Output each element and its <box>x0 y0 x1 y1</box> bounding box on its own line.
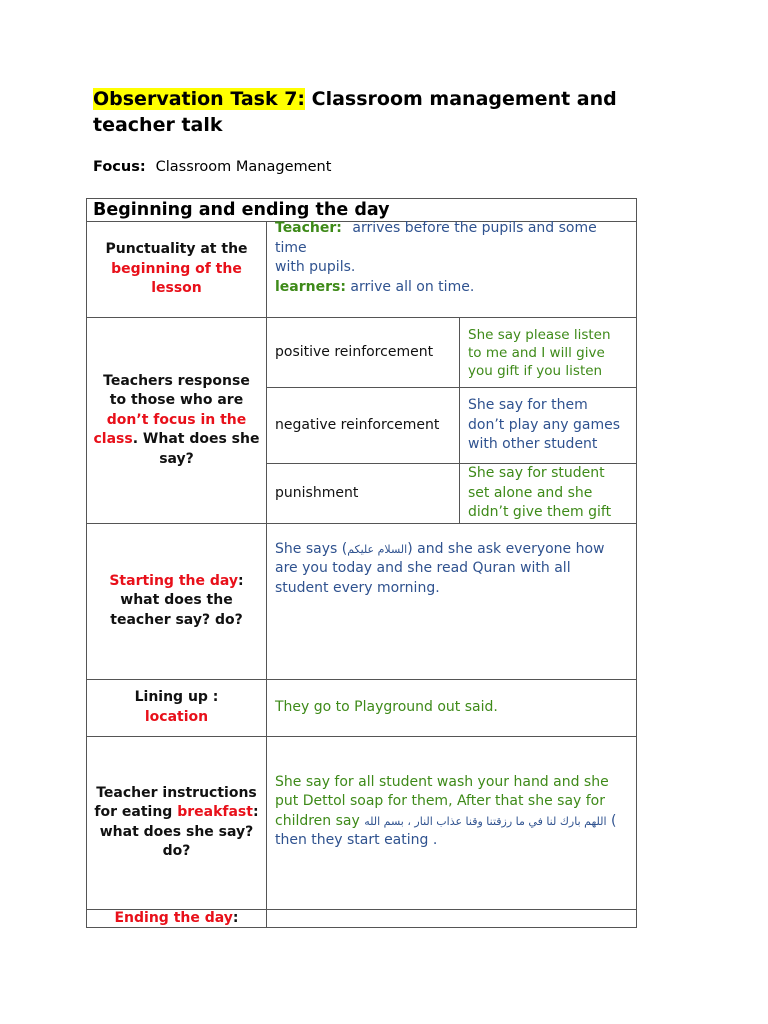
answer-text: She say for all student wash your hand and she put Dettol soap for them, After that she say for children say <box>275 773 609 829</box>
question-highlight: Starting the day <box>109 572 239 589</box>
question-text: : what does the teacher say? do? <box>110 572 244 628</box>
question-breakfast <box>87 736 267 909</box>
answer-lining: They go to Playground out said. <box>267 679 637 736</box>
question-text-end: : what does she say? do? <box>99 804 259 859</box>
question-text: Punctuality at the <box>105 241 248 258</box>
answer-text-end: ( then they start eating . <box>275 812 617 848</box>
learners-text: arrive all on time. <box>350 278 475 295</box>
question-highlight: Ending the day <box>114 910 233 926</box>
question-starting <box>87 523 267 679</box>
focus-value: Classroom Management <box>155 159 332 175</box>
reinforcement-type: positive reinforcement <box>267 318 460 388</box>
table-row <box>87 318 637 388</box>
answer-ending <box>267 909 637 927</box>
question-highlight: don’t focus in the class <box>93 411 247 447</box>
learners-label: learners: <box>275 278 346 295</box>
question-highlight: location <box>144 708 209 725</box>
table-row <box>87 909 637 927</box>
question-highlight: beginning of the lesson <box>111 260 242 297</box>
table-row <box>87 523 637 679</box>
question-ending <box>87 909 267 927</box>
reinforcement-answer: She say please listen to me and I will give you gift if you listen <box>460 318 637 388</box>
teacher-label: Teacher: <box>275 220 342 236</box>
table-row <box>87 679 637 736</box>
document-title <box>93 86 693 138</box>
teacher-text: arrives before the pupils and some time <box>275 220 597 256</box>
answer-text: She says ( <box>275 540 348 557</box>
reinforcement-type: punishment <box>267 464 460 524</box>
focus-line <box>93 157 331 177</box>
focus-label: Focus: <box>93 159 146 175</box>
question-text-end: . What does she say? <box>132 431 260 467</box>
arabic-prayer: اللهم بارك لنا في ما رزقتنا وقنا عذاب النار ، بسم الله <box>364 814 607 828</box>
question-punctuality <box>87 222 267 318</box>
table-row <box>87 222 637 318</box>
question-lining <box>87 679 267 736</box>
arabic-greeting: السلام عليكم <box>347 542 408 556</box>
question-text: Teachers response to those who are <box>103 372 250 408</box>
reinforcement-answer: She say for them don’t play any games with other student <box>460 388 637 464</box>
reinforcement-type: negative reinforcement <box>267 388 460 464</box>
answer-starting <box>267 523 637 679</box>
observation-table <box>86 198 637 928</box>
question-response <box>87 318 267 524</box>
question-highlight: breakfast <box>177 804 253 820</box>
table-row <box>87 736 637 909</box>
question-text: Lining up : <box>134 689 219 705</box>
answer-breakfast <box>267 736 637 909</box>
reinforcement-answer: She say for student set alone and she didn’t give them gift <box>460 464 637 524</box>
question-text: : <box>232 910 239 926</box>
table-heading: Beginning and ending the day <box>87 199 637 222</box>
question-text: Teacher instructions for eating <box>94 784 257 820</box>
title-highlight: Observation Task 7: <box>93 88 306 110</box>
answer-text-end: ) and she ask everyone how are you today and she read Quran with all student every morning. <box>275 540 605 596</box>
title-text: Classroom management and teacher talk <box>93 88 617 136</box>
teacher-text-cont: with pupils. <box>275 259 356 275</box>
answer-punctuality <box>267 222 637 318</box>
